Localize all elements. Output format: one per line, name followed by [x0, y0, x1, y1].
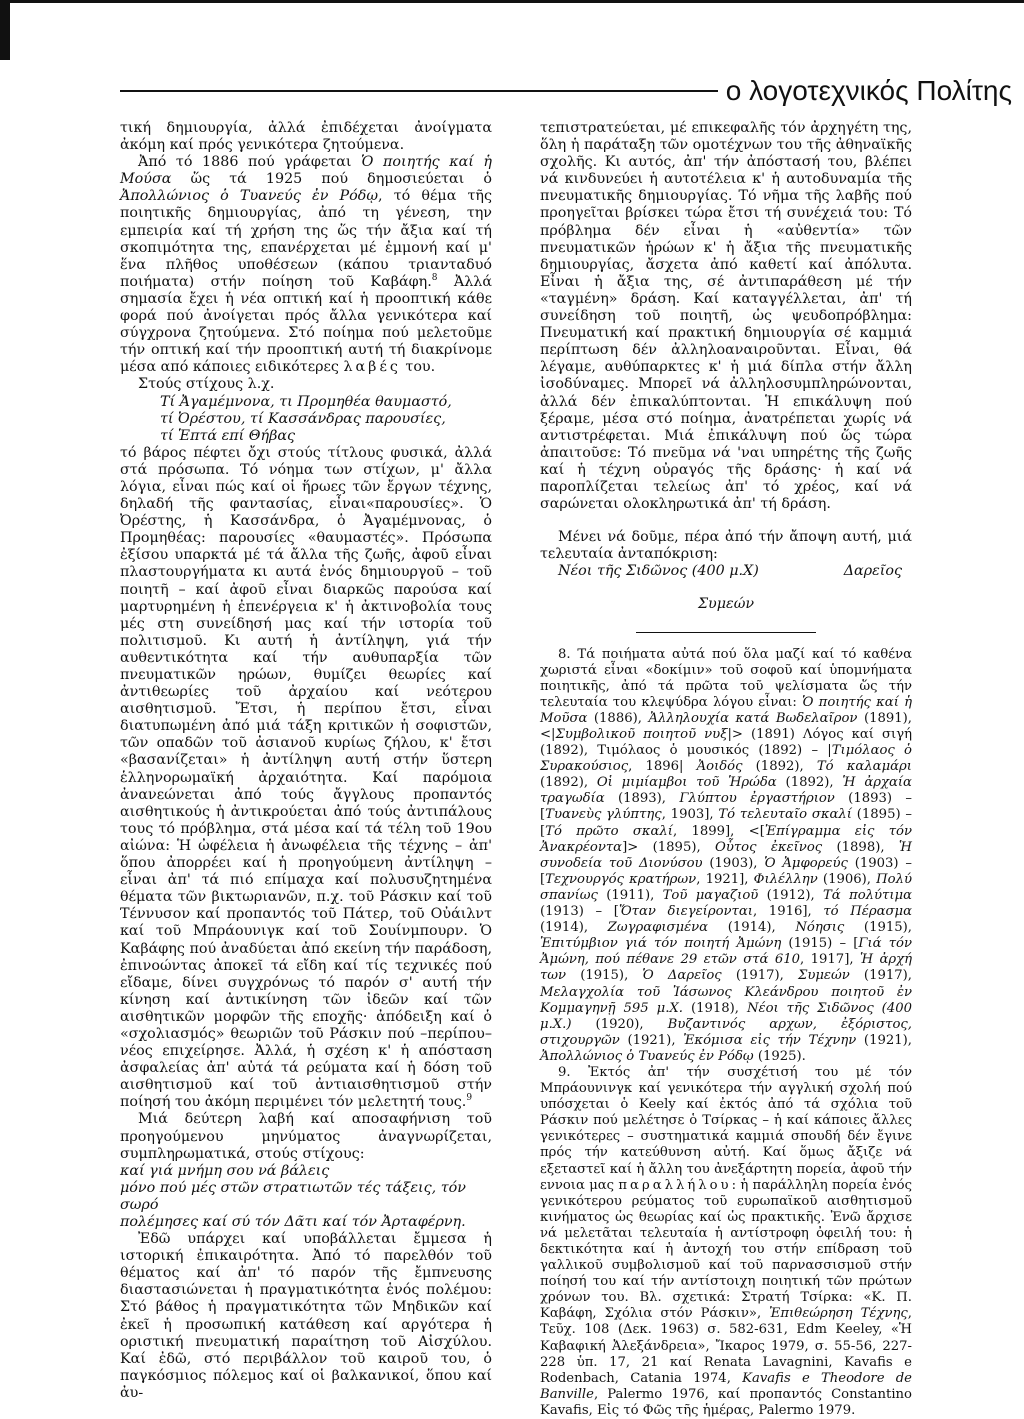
- text-run: (1917),: [721, 968, 799, 984]
- text-run: (1893),: [604, 791, 680, 807]
- poem-title: Συμβολικοῦ ποιητοῦ νυξ: [555, 727, 728, 742]
- poem-title: Πολύ σπανίως: [540, 871, 912, 903]
- footnote-ref: 9: [466, 1093, 473, 1104]
- text-run: Ἀπό τό 1886 πού γράφεται: [138, 154, 362, 171]
- poem-title: Ἐκόμισα εἰς τήν Τέχνην: [683, 1032, 857, 1048]
- text-run: (1921),: [856, 1032, 912, 1048]
- text-run: (1886),: [587, 710, 649, 726]
- right-column: [540, 120, 912, 1419]
- paragraph: τεπιστρατεύεται, μέ επικεφαλῆς τόν ἀρχηγέτη της, ὅλη ἡ παράταξη τῶν ομοτέχνων του τῆς ἀθηναϊκῆς σχολῆς. Κι αυτός, ἀπ' τήν ἀπόστασή του, βλέπει νά κινδυνεύει ἡ αυτοτέλεια κ' ἡ αυτοδυναμία τῆς πνευματικῆς δημιουργίας. Τό νῆμα τῆς λαβῆς πού προηγεῖται βρίσκει τώρα ἔτσι τή συνέχειά του: Τό πρόβλημα δέν εἶναι ἡ «αὐθεντία» τῶν πνευματικῶν ἡρώων κ' ἡ ἄξια τῆς πνευματικῆς δημιουργίας, ἄσχετα ἀπό καθετί καί ἀπόλυτα. Εἶναι ἡ ἄξια της, σέ ἀντιπαράθεση μέ τήν «ταγμένη» δράση. Καί καταγγέλλεται, ἀπ' τή συνείδηση τοῦ ποιητῆ, ὡς ψευδοπρόβλημα: Πνευματική καί πρακτική δημιουργία σέ καμμιά περίπτωση δέν ἀλληλοαναιροῦνται. Εἶναι, θά λέγαμε, αυθύπαρκτες κ' ἡ μιά δίπλα στήν ἄλλη ἰσοδύναμες. Μπορεῖ νά ἀλληλοσυμπληρώνονται, ἀλλά δέν ἐπικαλύπτονται. Ἡ επικάλυψη πού ξέραμε, μέσα στό ποίημα, ἀνατρέπεται χωρίς νά αντιστρέφεται. Μιά ἐπικάλυψη πού ὥς τώρα ἀπαιτοῦσε: Τό πνεῦμα νά 'ναι υπηρέτης τῆς ζωῆς καί ἡ τέχνη οὐραγός τῆς δράσης· ἡ καί νά παροπλίζεται τελείως ἀπ' τό χρέος, καί νά σαρώνεται ολοκληρωτικά ἀπ' τή δράση.: [540, 120, 912, 513]
- text-run: (1915) – [: [781, 936, 859, 952]
- verse-line: καί γιά μνήμη σου νά βάλεις: [120, 1162, 330, 1179]
- text-run: , 1917],: [800, 952, 860, 968]
- poem-title: Ἀπολλώνιος ὁ Τυανεύς ἐν Ρόδῳ: [540, 1048, 754, 1064]
- journal-title: Ἐπιθεώρηση Τέχνης: [769, 1306, 908, 1322]
- poem-title: Ἡ ἀρχή των: [540, 952, 912, 984]
- text-run: |> (1891) Λόγος καί σιγή (1892), Τιμόλαος ὁ μουσικός (1892) – |: [540, 727, 912, 759]
- text-run: , 1899], <[: [672, 823, 765, 839]
- footnote-ref: 8: [431, 273, 438, 284]
- text-run: : ἡ παράλληλη πορεία ἐνός γενικότερου ρεύματος τοῦ ευρωπαϊκοῦ αισθητισμοῦ κινήματος ὡς θεωρίας καί ὡς πρακτικῆς. Ἐνῶ ἄρχισε νά μελετᾶται τελευταία ἡ αντίστροφη ὀφειλή του: ἡ δεκτικότητα καί ἡ ἀντοχή του στήν επίδραση τοῦ γαλλικοῦ συμβολισμοῦ καί τοῦ παρνασσισμοῦ στήν ποίησή του καί τήν αντίστοιχη ποιητική τῶν πρώτων χρόνων του. Βλ. σχετικά: Στρατή Τσίρκα: «Κ. Π. Καβάφη, Σχόλια στόν Ράσκιν»,: [540, 1177, 912, 1322]
- text-run: , Τεῦχ. 108 (Δεκ. 1963) σ. 582-631, Edm Keeley, «Ἡ Καβαφική Ἀλεξάνδρεια», Ἴκαρος 1979, σ. 55-56, 227-228 ὑπ. 17, 21 καί Renata Lavagnini, Kavafis e Rodenbach, Catania 1974,: [540, 1306, 912, 1386]
- poem-title: Ἀπολλώνιος ὁ Τυανεύς ἐν Ρόδῳ: [120, 188, 379, 205]
- text-run: τό βάρος πέφτει ὄχι στούς τίτλους φυσικά, ἀλλά στά πρόσωπα. Τό νόημα των στίχων, μ' ἄλλα λόγια, εἶναι πώς καί οἱ ἥρωες τῶν ἔργων τέχνης, δηλαδή τῆς φαντασίας, εἶναι«παρουσίες». Ὁ Ὀρέστης, ἡ Κασσάνδρα, ὁ Ἀγαμέμνονας, ὁ Προμηθέας: παρουσίες «θαυμαστές». Πρόσωπα ἐξίσου υπαρκτά μέ τά ἄλλα τῆς ζωῆς, ἀφοῦ εἶναι πλαστουργήματα κι αυτά ἑνός δημιουργοῦ – τοῦ ποιητῆ – καί ἀφοῦ εἶναι διαρκῶς παρούσα καί μαρτυρημένη ἡ ἐπενέργεια κ' ἡ ἀκτινοβολία τους μές στη συνείδησή μας καί τήν ιστορία τοῦ πολιτισμοῦ. Κι αυτή ἡ ἀντίληψη, γιά τήν αυθεντικότητα καί τήν αυθυπαρξία τῶν πνευματικῶν ηρώων, θυμίζει θεωρίες καί ἀντιθεωρίες τοῦ ἀρχαίου καί νεότερου αισθητισμοῦ. Ἔτσι, ἡ περίπου ἔτσι, εἶναι διατυπωμένη ἀπό μιά τάξη κριτικῶν ἡ σοφιστῶν, τῶν οπαδῶν τοῦ ἀσιανοῦ κυρίως ζήλου, κ' ἔτσι «βασανίζεται» ἡ ἀντίληψη αυτή στήν ὕστερη ἑλληνορωμαϊκή ἀρχαιότητα. Καί παρόμοια ἀνανεώνεται ἀπό τούς ἄγγλους προπαντός αισθητικούς ἡ ἀντικρούεται ἀπό τούς ἀντιπάλους τους τό πρόβλημα, στά μέσα καί τά τέλη τοῦ 19ου αἰώνα: Ἡ ὠφέλεια ἡ ἀνωφέλεια τῆς τέχνης – ἀπ' ὅπου ἀπορρέει καί ἡ προηγούμενη ἀντίληψη – εἶναι ἀπ' τά πιό επίμαχα καί πολυσυζητημένα θέματα τῶν βικτωριανῶν, π.χ. τοῦ Ράσκιν καί τοῦ Τέννυσον καί προπαντός τοῦ Πάτερ, τοῦ Οὐάιλντ καί τοῦ Μπράουνιγκ καί τοῦ Σουίνμπουρν. Ὁ Καβάφης πού ἀναδύεται ἀπό εκείνη τήν παράδοση, ἐπινοώντας ἀποκεῖ τά εἴδη καί τίς τεχνικές πού εἴδαμε, δίνει συγχρόνως τό παρόν σ' αυτή τήν κίνηση καί ἀντικίνηση τῶν ἰδεῶν καί τῶν αισθητικῶν μορφῶν τῆς εποχῆς· ἀπόδειξη καί ὁ «σχολιασμός» θεωριῶν τοῦ Ράσκιν πού –περίπου– νέος επιχείρησε. Ἀλλά, ἡ σχέση κ' ἡ απόσταση ἀσφαλείας ἀπ' αὐτά τά ρεύματα καί ἡ δόση τοῦ αισθητισμοῦ καί τοῦ ἀντιαισθητισμοῦ στήν ποίησή του ἀκόμη περιμένει τόν μελετητή τους.: [120, 444, 492, 1111]
- verse-line: τί Ὀρέστου, τί Κασσάνδρας παρουσίες,: [160, 410, 446, 427]
- page-header: [120, 74, 1012, 108]
- text-run: (1925).: [753, 1048, 806, 1064]
- text-run: (1892),: [540, 775, 597, 791]
- text-run: Ἐκτός ἀπ' τήν συσχέτισή του μέ τόν Μπράουνινγκ καί γενικότερα τήν αγγλική σχολή πού υπόσχεται ὁ Keely καί ἐκτός ἀπό τά σχόλια τοῦ Ράσκιν πού μελέτησε ὁ Τσίρκας – ἡ καί κάποιες ἄλλες γενικότερες – συστηματικά καμμιά σπουδή δέν ἔγινε πρός τήν κατεύθυνση αὐτή. Καί ὅμως ἄξιζε νά εξεταστεῖ καί ἡ ἄλλη του ἀνεξάρτητη πορεία, ἀφοῦ τήν εννοια μας: [540, 1064, 912, 1193]
- text-run: (1898),: [822, 839, 899, 855]
- text-run: (1893) – [: [540, 791, 912, 823]
- poem-title: Ἡ ἀρχαία τραγωδία: [540, 775, 912, 807]
- poem-title: Τό πρῶτο σκαλί: [545, 823, 673, 839]
- text-run: (1914),: [540, 920, 608, 936]
- poem-title: Ὁ Δαρεῖος: [642, 968, 722, 984]
- poem-title: Ζωγραφισμένα: [607, 920, 709, 936]
- paragraph: [120, 154, 492, 376]
- text-run: (1906),: [817, 871, 877, 887]
- verse-line: τί Ἑπτά επί Θήβας: [160, 427, 296, 444]
- poem-title: Ἡ συνοδεία τοῦ Διονύσου: [540, 839, 912, 871]
- text-run: (1915),: [844, 920, 912, 936]
- poem-title: Γιά τόν Ἀμώνη, πού πέθανε 29 ετῶν στά 610: [540, 936, 913, 968]
- poem-title: Τό τελευταῖο σκαλί: [718, 807, 852, 823]
- book-title: Kavafis e Theodore de Banville: [540, 1370, 912, 1402]
- paragraph: Ἐδῶ υπάρχει καί υποβάλλεται ἔμμεσα ἡ ιστορική ἐπικαιρότητα. Ἀπό τό παρελθόν τοῦ θέματος καί ἀπ' τό παρόν τῆς ἔμπνευσης διαστασιώνεται ἡ πραγματικότητα ἑνός πολέμου: Στό βάθος ἡ πραγματικότητα τῶν Μηδικῶν καί ἐκεῖ ἡ προσωπική κατάθεση καί αργότερα ἡ οριστική πνευματική παραίτηση τοῦ Αἰσχύλου. Καί ἐδῶ, στό περιβάλλον τοῦ καιροῦ του, ὁ παγκόσμιος πόλεμος καί οἱ βαλκανικοί, ὅπου καί ἀυ-: [120, 1231, 492, 1401]
- text-run: , 1921],: [696, 871, 754, 887]
- poem-title: Νέοι τῆς Σιδῶνος (400 μ.Χ): [558, 563, 759, 580]
- poem-title: τό Πέρασμα: [823, 904, 912, 920]
- verse-quote: [120, 394, 492, 445]
- verse-line: πολέμησες καί σύ τόν Δᾶτι καί τόν Ἀρταφέρνη.: [120, 1214, 466, 1230]
- text-run: Τά ποιήματα αὐτά πού ὅλα μαζί καί τό καθένα χωριστά εἶναι «δοκίμιν» τοῦ σοφοῦ καί ὑπομνήματα ποιητικῆς, ἀπό τά πρῶτα τοῦ ψελίσματα ὥς τήν τελευταία του κλεψύδρα λόγου εἶναι:: [540, 646, 912, 710]
- poem-title: Δαρεῖος: [843, 563, 902, 580]
- poem-title: Ἀοιδός: [696, 759, 743, 775]
- header-rule: [120, 90, 718, 92]
- text-run: (1915),: [566, 968, 643, 984]
- text-run: (1914),: [708, 920, 796, 936]
- poem-titles-line: [540, 563, 912, 580]
- poem-title: Γλύπτου ἐργαστήριον: [679, 791, 835, 807]
- text-run: (1912),: [758, 887, 824, 903]
- text-run: του.: [400, 359, 436, 376]
- text-run: , 1896|: [628, 759, 697, 775]
- poem-title: Νόησις: [795, 920, 845, 936]
- poem-title: Τεχνουργός κρατήρων: [545, 871, 697, 887]
- text-run: ὥς τά 1925 πού δημοσιεύεται ὁ: [171, 171, 492, 188]
- text-run: (1892),: [742, 759, 817, 775]
- spacer: [540, 580, 912, 596]
- text-run: Ἀλλά σημασία ἔχει ἡ νέα οπτική καί ἡ προοπτική κάθε φορά πού ἀνοίγεται πρός ἄλλα γενικότερα καί σύγχρονα ζητούμενα. Στό ποίημα πού μελετοῦμε τήν οπτική καί τήν προοπτική αυτή τή διακρίνομε μέσα από κάποιες ειδικότερες: [120, 273, 492, 376]
- poem-title: Τοῦ μαγαζιοῦ: [662, 887, 759, 903]
- footnote-8: [540, 647, 912, 1065]
- footnote-number: 8.: [558, 646, 571, 662]
- verse-quote: [120, 1163, 492, 1231]
- text-run: ]> (1895),: [622, 839, 716, 855]
- poem-title: Ὅταν διεγείρονται: [618, 904, 753, 920]
- text-run: (1903),: [702, 855, 765, 871]
- poem-title: Μελαγχολία τοῦ Ἰάσωνος Κλεάνδρου ποιητοῦ ἐν Κομμαγηνῇ 595 μ.Χ.: [540, 984, 912, 1016]
- spacer: [540, 513, 912, 529]
- poem-title: Τά πολύτιμα: [823, 887, 912, 903]
- text-run: (1891), <|: [540, 710, 912, 742]
- poem-title: Ὁ Ἀμφορεύς: [764, 855, 848, 871]
- poem-title: Συμεών: [798, 968, 850, 984]
- poem-title: Φιλέλλην: [753, 871, 818, 887]
- footnote-divider: [636, 632, 816, 633]
- text-run: (1920),: [571, 1016, 668, 1032]
- verse-line: Τί Ἀγαμέμνονα, τι Προμηθέα θαυμαστό,: [160, 393, 452, 410]
- poem-title: Οὗτος ἐκεῖνος: [715, 839, 823, 855]
- poem-title: Βυζαντινός αρχων, ἐξόριστος, στιχουργῶν: [540, 1016, 912, 1048]
- text-run: (1921),: [619, 1032, 684, 1048]
- text-run: (1917),: [849, 968, 912, 984]
- paragraph: Μιά δεύτερη λαβή καί αποσαφήνιση τοῦ προηγούμενου μηνύματος ἀναγνωρίζεται, συμπληρωματικά, στούς στίχους:: [120, 1111, 492, 1162]
- footnotes: [540, 647, 912, 1419]
- poem-title: Συμεών: [697, 596, 755, 613]
- text-run: (1892),: [776, 775, 843, 791]
- spaced-word: παραλλήλου: [618, 1177, 732, 1193]
- magazine-title: ο λογοτεχνικός Πολίτης: [725, 75, 1012, 106]
- paragraph: Μένει νά δοῦμε, πέρα ἀπό τήν ἄποψη αυτή, μιά τελευταία ἀνταπόκριση:: [540, 529, 912, 563]
- poem-title: Τιμόλαος ὁ Συρακούσιος: [540, 743, 912, 775]
- text-run: , τό θέμα τῆς ποιητικῆς δημιουργίας, ἀπό τη γένεση, την εμπειρία καί τή χρήση της ὥς τήν ἄξια καί τή σκοπιμότητα της, επανέρχεται μέ ἐμμονή καί μ' ἕνα πλῆθος υποθέσεων (κάπου τριανταδυό ποιήματα) στήν ποίηση τοῦ Καβάφη.: [120, 188, 493, 290]
- spaced-word: λαβές: [343, 359, 401, 376]
- poem-title: Τό καλαμάρι: [816, 759, 912, 775]
- paragraph: [120, 445, 492, 1112]
- left-border-mark: [0, 0, 10, 60]
- text-run: (1913) – [: [540, 904, 619, 920]
- poem-title: Νέοι τῆς Σιδῶνος (400 μ.Χ.): [540, 1000, 912, 1032]
- paragraph: Στούς στίχους λ.χ.: [138, 376, 275, 393]
- verse-line: μόνο πού μές στῶν στρατιωτῶν τές τάξεις, τόν σωρό: [120, 1179, 466, 1213]
- paragraph: τική δημιουργία, ἀλλά ἐπιδέχεται ἀνοίγματα ἀκόμη καί πρός γενικότερα ζητούμενα.: [120, 120, 492, 154]
- text-run: (1918),: [682, 1000, 747, 1016]
- top-border-rule: [0, 0, 1024, 3]
- text-run: , 1903],: [661, 807, 719, 823]
- text-run: (1903) – [: [540, 855, 912, 887]
- poem-title: Ὁ ποιητής καί ἡ Μούσα: [120, 154, 492, 188]
- text-run: (1895) – [: [540, 807, 912, 839]
- text-run: , 1916],: [752, 904, 824, 920]
- footnote-9: [540, 1065, 912, 1419]
- poem-title: Οἱ μιμίαμβοι τοῦ Ἡρώδα: [596, 775, 777, 791]
- poem-title: Ἐπίγραμμα εἰς τόν Ἀνακρέοντα: [540, 823, 912, 855]
- text-run: (1911),: [597, 887, 663, 903]
- poem-title: Ἀλληλουχία κατά Βωδελαῖρον: [648, 710, 858, 726]
- footnote-number: 9.: [558, 1064, 571, 1080]
- left-column: [120, 120, 492, 1402]
- poem-title: Ἐπιτύμβιον γιά τόν ποιητή Ἀμώνη: [540, 936, 782, 952]
- poem-title: Ὁ ποιητής καί ἡ Μοῦσα: [540, 694, 913, 726]
- text-run: , Palermo 1976, καί προπαντός Constantino Kavafis, Εἰς τό Φῶς τῆς ἡμέρας, Palermo 1979.: [540, 1386, 912, 1418]
- poem-title: Τυανεὺς γλύπτης: [545, 807, 662, 823]
